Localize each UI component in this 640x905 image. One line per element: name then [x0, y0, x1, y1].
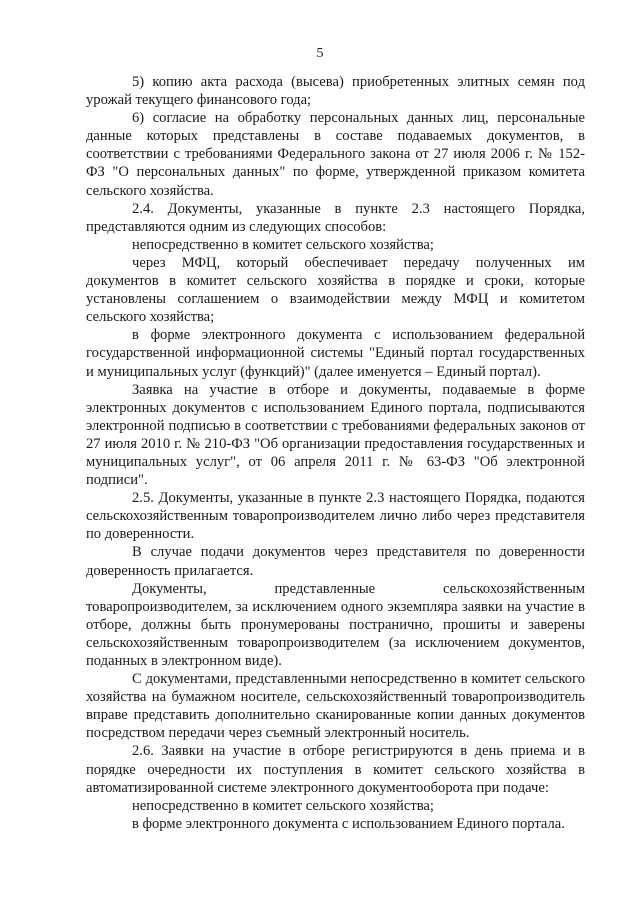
paragraph-scanned-copies: С документами, представленными непосредственно в комитет сельского хозяйства на бумажном носителе, сельскохозяйственный товаропроизводитель вправе представить дополнительно сканированные копии данных документов посредством передачи через съемный электронный носитель.: [86, 671, 585, 742]
document-body: [86, 73, 585, 833]
paragraph-2-4: 2.4. Документы, указанные в пункте 2.3 настоящего Порядка, представляются одним из следующих способов:: [86, 200, 585, 235]
paragraph-electronic-signature: Заявка на участие в отборе и документы, подаваемые в форме электронных документов с использованием Единого портала, подписываются электронной подписью в соответствии с требованиями федеральных законов от 27 июля 2010 г. № 210-ФЗ "Об организации предоставления государственных и муниципальных услуг", от 06 апреля 2011 г. № 63-ФЗ "Об электронной подписи".: [86, 381, 585, 489]
paragraph-numbering: Документы, представленные сельскохозяйственным товаропроизводителем, за исключением одного экземпляра заявки на участие в отборе, должны быть пронумерованы постранично, прошиты и заверены сельскохозяйственным товаропроизводителем (за исключением документов, поданных в электронном виде).: [86, 580, 585, 669]
paragraph-submission-direct: непосредственно в комитет сельского хозяйства;: [132, 797, 434, 814]
page-number: 5: [316, 46, 324, 61]
paragraph-2-6: 2.6. Заявки на участие в отборе регистрируются в день приема и в порядке очередности их поступления в комитет сельского хозяйства в автоматизированной системе электронного документооборота при подаче:: [86, 743, 585, 796]
paragraph-2-5: 2.5. Документы, указанные в пункте 2.3 настоящего Порядка, подаются сельскохозяйственным товаропроизводителем лично либо через представителя по доверенности.: [86, 490, 585, 543]
paragraph-item-6-consent: 6) согласие на обработку персональных данных лиц, персональные данные которых представлены в составе подаваемых документов, в соответствии с требованиями Федерального закона от 27 июля 2006 г. № 152-ФЗ "О персональных данных" по форме, утвержденной приказом комитета сельского хозяйства.: [86, 110, 585, 199]
paragraph-item-5-act-copy: 5) копию акта расхода (высева) приобретенных элитных семян под урожай текущего финансового года;: [86, 74, 585, 109]
paragraph-method-electronic: в форме электронного документа с использованием федеральной государственной информационной системы "Единый портал государственных и муниципальных услуг (функций)" (далее именуется – Единый портал).: [86, 327, 585, 380]
paragraph-method-direct: непосредственно в комитет сельского хозяйства;: [132, 236, 434, 253]
paragraph-submission-electronic: в форме электронного документа с использованием Единого портала.: [132, 815, 565, 832]
paragraph-method-mfc: через МФЦ, который обеспечивает передачу полученных им документов в комитет сельского хозяйства в порядке и сроки, которые установлены соглашением о взаимодействии между МФЦ и комитетом сельского хозяйства;: [86, 254, 585, 326]
paragraph-power-of-attorney: В случае подачи документов через представителя по доверенности доверенность прилагается.: [86, 544, 585, 579]
